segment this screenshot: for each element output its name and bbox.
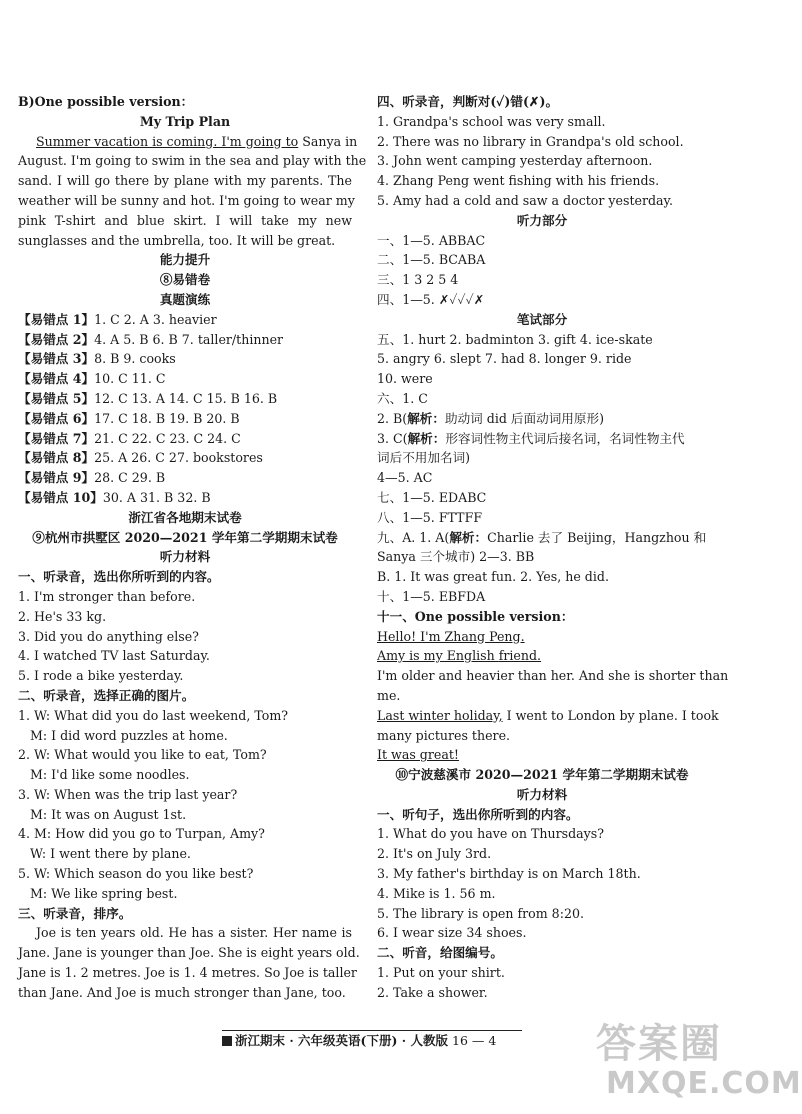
text-line: Jane is 1. 2 metres. Joe is 1. 4 metres. So Joe is taller — [18, 965, 357, 981]
text-line — [18, 429, 352, 449]
text-line: 十、1—5. EBFDA — [377, 588, 486, 604]
text-segment: 30. A 31. B 32. B — [102, 489, 211, 505]
text-segment: 【易错点 7】 — [18, 430, 95, 446]
text-line: Sanya 三个城市) 2—3. BB — [377, 549, 535, 565]
text-line — [377, 706, 719, 726]
text-segment: Amy is my English — [377, 648, 499, 664]
text-segment: 【易错点 3】 — [18, 351, 95, 367]
text-line: sunglasses and the umbrella, too. It will be great. — [18, 232, 336, 248]
text-segment: Hello! I'm Zhang Peng. — [377, 628, 525, 644]
text-line: M: I'd like some noodles. — [30, 767, 190, 783]
left-column — [18, 92, 367, 1003]
text-segment: 【易错点 9】 — [18, 470, 95, 486]
text-segment: 解析： — [449, 529, 488, 545]
text-line: 2. Take a shower. — [377, 984, 488, 1000]
text-line: 词后不用加名词) — [377, 450, 471, 466]
text-line: 2. W: What would you like to eat, Tom? — [18, 747, 267, 763]
text-line: I'm older and heavier than her. And she is shorter than — [377, 668, 729, 684]
text-segment: 【易错点 10】 — [18, 489, 103, 505]
text-line: M: I did word puzzles at home. — [30, 727, 228, 743]
watermark-bottom-text: MXQE.COM — [606, 1066, 802, 1101]
text-line: 八、1—5. FTTFF — [377, 509, 483, 525]
text-line: 4. Mike is 1. 56 m. — [377, 885, 496, 901]
text-line: B. 1. It was great fun. 2. Yes, he did. — [377, 569, 609, 585]
text-segment: 17. C 18. B 19. B 20. B — [94, 410, 240, 426]
text-segment: 【易错点 8】 — [18, 450, 95, 466]
watermark-top-text: 答案圈 — [596, 1021, 722, 1067]
text-line: 2. There was no library in Grandpa's old school. — [377, 133, 684, 149]
text-line: me. — [377, 687, 401, 703]
text-line: 5. I rode a bike yesterday. — [18, 668, 184, 684]
text-line: M: It was on August 1st. — [30, 806, 187, 822]
text-line — [18, 488, 352, 508]
text-segment: 1. C 2. A 3. heavier — [94, 311, 217, 327]
text-line: 一、1—5. ABBAC — [377, 232, 486, 248]
text-line: ⑩宁波慈溪市 2020—2021 学年第二学期期末试卷 — [395, 767, 689, 783]
text-line — [377, 409, 707, 429]
text-segment: 8. B 9. cooks — [94, 351, 176, 367]
text-segment: 28. C 29. B — [94, 470, 166, 486]
text-segment: Summer vacation is coming. I'm going to — [36, 133, 299, 149]
text-line: 3. W: When was the trip last year? — [18, 786, 238, 802]
text-line — [18, 369, 352, 389]
text-line: ⑧易错卷 — [159, 272, 211, 288]
text-line: weather will be sunny and hot. I'm going to wear my — [18, 192, 355, 208]
text-segment: Charlie 去了 Beijing，Hangzhou 和 — [487, 529, 707, 545]
text-line: 六、1. C — [377, 390, 428, 406]
page-footer — [222, 1030, 522, 1051]
text-line — [18, 349, 352, 369]
text-line: 二、听音，给图编号。 — [377, 945, 503, 961]
text-line — [18, 330, 352, 350]
text-segment: 【易错点 4】 — [18, 371, 95, 387]
text-segment: 3. C( — [377, 430, 408, 446]
text-segment: I went to London by plane. I took — [502, 707, 719, 723]
text-line — [377, 646, 707, 666]
text-segment: 【易错点 5】 — [18, 390, 95, 406]
text-line: 浙江省各地期末试卷 — [128, 509, 242, 525]
text-line: 二、1—5. BCABA — [377, 252, 486, 268]
right-column — [377, 92, 729, 1003]
text-line: 4. Zhang Peng went fishing with his friends. — [377, 173, 660, 189]
text-line: 3. Did you do anything else? — [18, 628, 199, 644]
text-segment: 九、A. 1. A( — [377, 529, 450, 545]
text-line: 2. It's on July 3rd. — [377, 846, 492, 862]
page-number: 16 — 4 — [452, 1033, 497, 1048]
text-line — [377, 429, 707, 449]
text-line — [377, 627, 707, 647]
text-segment: 21. C 22. C 23. C 24. C — [94, 430, 241, 446]
text-line: 3. My father's birthday is on March 18th. — [377, 866, 641, 882]
text-line: 七、1—5. EDABC — [377, 489, 487, 505]
text-line: Jane. Jane is younger than Joe. She is eight years old. — [18, 945, 360, 961]
text-line: 5. The library is open from 8:20. — [377, 905, 584, 921]
text-line: many pictures there. — [377, 727, 511, 743]
text-line: ⑨杭州市拱墅区 2020—2021 学年第二学期期末试卷 — [32, 529, 338, 545]
text-line: M: We like spring best. — [30, 885, 178, 901]
text-line: pink T-shirt and blue skirt. I will take my new — [18, 212, 352, 228]
text-line: 2. He's 33 kg. — [18, 608, 107, 624]
text-line: 三、1 3 2 5 4 — [377, 272, 459, 288]
text-segment: It was great! — [377, 747, 459, 763]
text-segment: 形容词性物主代词后接名词，名词性物主代 — [445, 430, 685, 446]
text-line: 1. Grandpa's school was very small. — [377, 113, 606, 129]
text-line: 一、听录音，选出你所听到的内容。 — [18, 569, 220, 585]
text-line — [18, 409, 352, 429]
text-line: 五、1. hurt 2. badminton 3. gift 4. ice-skate — [377, 331, 653, 347]
watermark-logo — [592, 1012, 802, 1108]
text-line: 十一、One possible version： — [377, 608, 574, 624]
text-line: 四、1—5. ✗✓✓✓✗ — [377, 291, 485, 307]
text-line — [18, 310, 352, 330]
text-segment: 12. C 13. A 14. C 15. B 16. B — [94, 390, 278, 406]
text-line: 1. Put on your shirt. — [377, 965, 505, 981]
text-segment: 10. C 11. C — [94, 371, 166, 387]
text-line: 能力提升 — [159, 252, 211, 268]
text-line: My Trip Plan — [139, 113, 231, 129]
text-line: 4. M: How did you go to Turpan, Amy? — [18, 826, 265, 842]
text-line: sand. I will go there by plane with my parents. The — [18, 173, 352, 189]
text-line: 1. I'm stronger than before. — [18, 588, 196, 604]
text-line: 1. W: What did you do last weekend, Tom? — [18, 707, 289, 723]
text-segment: friend. — [498, 648, 542, 664]
text-segment: 解析： — [407, 430, 446, 446]
text-line: 二、听录音，选择正确的图片。 — [18, 687, 195, 703]
text-line: 笔试部分 — [516, 311, 568, 327]
text-line: 听力部分 — [516, 212, 568, 228]
text-line: 3. John went camping yesterday afternoon. — [377, 153, 653, 169]
footer-square-icon — [222, 1036, 232, 1046]
text-line — [18, 448, 352, 468]
text-line: 4. I watched TV last Saturday. — [18, 648, 210, 664]
text-segment: 2. B( — [377, 410, 408, 426]
text-line: August. I'm going to swim in the sea and play with the — [18, 153, 367, 169]
text-line: than Jane. And Joe is much stronger than Jane, too. — [18, 984, 346, 1000]
text-line — [377, 528, 707, 548]
text-segment: Sanya in — [298, 133, 358, 149]
text-segment: 25. A 26. C 27. bookstores — [94, 450, 263, 466]
text-segment: Last winter holiday, — [377, 707, 503, 723]
text-line — [18, 132, 358, 152]
text-line: 真题演练 — [159, 291, 211, 307]
text-line: 1. What do you have on Thursdays? — [377, 826, 604, 842]
text-line: B)One possible version： — [18, 94, 194, 109]
text-line: W: I went there by plane. — [30, 846, 191, 862]
text-line: 四、听录音，判断对(✓)错(✗)。 — [377, 94, 559, 109]
text-segment: 解析： — [407, 410, 445, 426]
text-line: 5. Amy had a cold and saw a doctor yesterday. — [377, 192, 673, 208]
text-line — [18, 468, 352, 488]
text-line: 一、听句子，选出你所听到的内容。 — [377, 806, 579, 822]
text-segment: 助动词 did 后面动词用原形) — [444, 410, 604, 426]
text-line: Joe is ten years old. He has a sister. Her name is — [36, 925, 352, 941]
text-segment: 【易错点 1】 — [18, 311, 95, 327]
text-line: 三、听录音，排序。 — [18, 905, 132, 921]
text-line: 6. I wear size 34 shoes. — [377, 925, 527, 941]
text-line: 5. angry 6. slept 7. had 8. longer 9. ride — [377, 351, 632, 367]
text-line — [377, 745, 707, 765]
text-line: 5. W: Which season do you like best? — [18, 866, 254, 882]
text-segment: 【易错点 6】 — [18, 410, 95, 426]
text-line — [18, 389, 352, 409]
text-line: 听力材料 — [159, 549, 211, 565]
text-line: 听力材料 — [516, 786, 568, 802]
text-line: 4—5. AC — [377, 470, 433, 486]
text-segment: 4. A 5. B 6. B 7. taller/thinner — [94, 331, 284, 347]
text-segment: 【易错点 2】 — [18, 331, 95, 347]
footer-title: 浙江期末 · 六年级英语(下册) · 人教版 — [235, 1033, 448, 1048]
text-line: 10. were — [377, 371, 433, 387]
